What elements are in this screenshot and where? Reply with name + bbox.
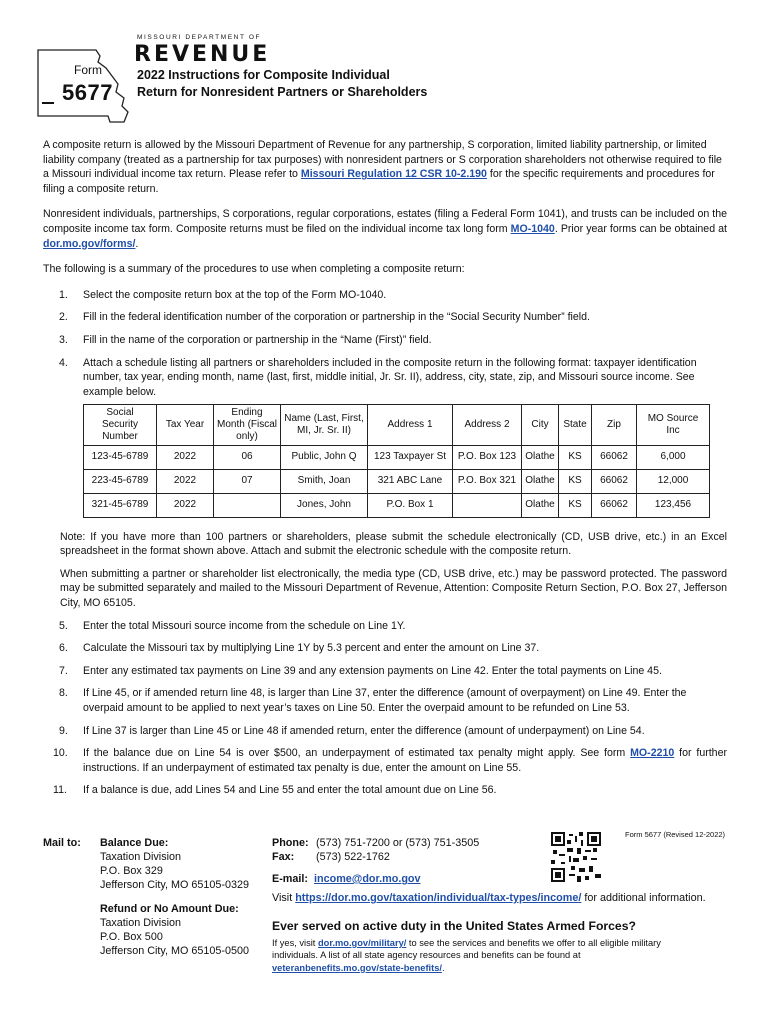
address-line: P.O. Box 329 [100, 865, 163, 878]
table-cell: 321 ABC Lane [368, 469, 453, 493]
table-cell: 66062 [592, 445, 637, 469]
table-row [84, 445, 710, 469]
military-heading: Ever served on active duty in the United States Armed Forces? [272, 919, 636, 933]
footer-contact [43, 830, 733, 1010]
table-cell: 2022 [157, 469, 214, 493]
qr-code-icon[interactable] [551, 832, 601, 882]
form-label: Form [74, 63, 102, 77]
dor-logo-small: MISSOURI DEPARTMENT OF [137, 34, 262, 41]
phone-label: Phone: [272, 837, 309, 849]
military-text: If yes, visit dor.mo.gov/military/ to see the services and benefits we offer to all eligible military individuals. A list of all state agency resources and benefits can be found at veteranbenefits.mo.gov/state-benefits/. [272, 937, 661, 973]
table-cell: P.O. Box 123 [453, 445, 522, 469]
table-cell: Olathe [522, 493, 559, 517]
balance-due-address [100, 836, 270, 958]
table-cell: 66062 [592, 469, 637, 493]
forms-link[interactable]: dor.mo.gov/forms/ [43, 237, 136, 250]
table-cell: KS [559, 493, 592, 517]
table-cell: KS [559, 469, 592, 493]
steps-list-a [43, 288, 727, 400]
list-item: 5. Enter the total Missouri source income from the schedule on Line 1Y. [59, 619, 406, 632]
col-header: State [559, 404, 592, 445]
list-item: 8. If Line 45, or if amended return line 48, is larger than Line 37, enter the difference (amount of overpayment) on Line 49. Enter the overpaid amount to be applied to next year’s taxes on Line 50. Enter the overpaid amount to be refunded on Line 53. [59, 687, 687, 715]
fax-value: (573) 522-1762 [316, 851, 390, 863]
email-row [272, 872, 421, 886]
table-cell: Smith, Joan [281, 469, 368, 493]
dor-logo: REVENUE [134, 42, 271, 67]
fax-row [272, 850, 390, 864]
military-notice [272, 918, 712, 974]
col-header: City [522, 404, 559, 445]
table-cell: 223-45-6789 [84, 469, 157, 493]
phone-row [272, 836, 479, 850]
note-paragraph: Note: If you have more than 100 partners or shareholders, please submit the schedule electronically (CD, USB drive, etc.) in an Excel spreadsheet in the format shown above. Attach and submit the electronic schedule with the composite return. [60, 530, 727, 558]
address-line: P.O. Box 500 [100, 931, 163, 944]
table-cell: 321-45-6789 [84, 493, 157, 517]
income-tax-link[interactable]: https://dor.mo.gov/taxation/individual/tax-types/income/ [295, 892, 582, 904]
steps-list-b [43, 619, 727, 798]
col-header: Name (Last, First, MI, Jr. Sr. II) [281, 404, 368, 445]
table-cell: P.O. Box 321 [453, 469, 522, 493]
password-paragraph: When submitting a partner or shareholder list electronically, the media type (CD, USB drive, etc.) may be password protected. The password may be submitted separately and mailed to the Missouri Department of Revenue, Attention: Composite Return Section, P.O. Box 27, Jefferson City, MO 65105. [60, 567, 727, 609]
list-item: 10. If the balance due on Line 54 is over $500, an underpayment of estimated tax penalty might apply. See form MO-2210 for further instructions. If an underpayment of estimated tax penalty is due, enter the amount on Line 55. [53, 747, 727, 774]
col-header: Social Security Number [84, 404, 157, 445]
form-header [0, 0, 770, 130]
regulation-link[interactable]: Missouri Regulation 12 CSR 10-2.190 [300, 168, 487, 181]
form-number-dash [42, 102, 54, 104]
table-cell: Public, John Q [281, 445, 368, 469]
title-line-1: 2022 Instructions for Composite Individual [137, 68, 390, 82]
table-cell: 2022 [157, 493, 214, 517]
fax-label: Fax: [272, 851, 295, 863]
table-cell [453, 493, 522, 517]
intro-paragraph-2: Nonresident individuals, partnerships, S corporations, regular corporations, estates (filing a Federal Form 1041), and trusts can be included on the composite income tax form. Composite returns must be filed on the individual income tax long form MO-1040. Prior year forms can be obtained at dor.mo.gov/forms/. [43, 208, 727, 250]
list-item: 4. Attach a schedule listing all partners or shareholders included in the composite return in the following format: taxpayer identification number, tax year, ending month, name (last, first, middle initial, Jr. Sr. II), address, city, state, zip, and Missouri source income. See example below. [59, 356, 697, 398]
intro-paragraph-3: The following is a summary of the procedures to use when completing a composite return: [43, 263, 465, 276]
table-cell: Olathe [522, 445, 559, 469]
mo-2210-link[interactable]: MO-2210 [630, 747, 675, 760]
intro-paragraph-1: A composite return is allowed by the Missouri Department of Revenue for any partnership, S corporation, limited liability partnership, or limited liability company (treated as a partnership for tax purposes) with nonresident partners or S corporation shareholders not otherwise required to file a Missouri individual income tax return. Please refer to Missouri Regulation 12 CSR 10-2.190 for the specific requirements and procedures for filing a composite return. [43, 139, 722, 195]
table-cell: Olathe [522, 469, 559, 493]
table-cell: KS [559, 445, 592, 469]
list-item: 1. Select the composite return box at the top of the Form MO-1040. [59, 288, 387, 301]
table-cell [214, 493, 281, 517]
address-line: Taxation Division [100, 917, 182, 930]
table-cell: 66062 [592, 493, 637, 517]
table-header-row [84, 404, 710, 445]
col-header: Address 1 [368, 404, 453, 445]
table-cell: P.O. Box 1 [368, 493, 453, 517]
table-cell: 123,456 [637, 493, 710, 517]
address-line: Jefferson City, MO 65105-0500 [100, 945, 250, 958]
col-header: MO Source Inc [637, 404, 710, 445]
example-schedule-table [83, 404, 710, 518]
title-line-2: Return for Nonresident Partners or Shareholders [137, 84, 428, 99]
table-cell: 123-45-6789 [84, 445, 157, 469]
list-item: 9. If Line 37 is larger than Line 45 or Line 48 if amended return, enter the difference (amount of underpayment) on Line 54. [59, 724, 645, 737]
veteran-benefits-link[interactable]: veteranbenefits.mo.gov/state-benefits/ [272, 962, 442, 973]
mo-1040-link[interactable]: MO-1040 [510, 223, 555, 236]
email-label: E-mail: [272, 873, 308, 885]
table-row [84, 493, 710, 517]
military-link[interactable]: dor.mo.gov/military/ [317, 937, 407, 948]
list-item: 7. Enter any estimated tax payments on Line 39 and any extension payments on Line 42. Enter the total payments on Line 45. [59, 664, 662, 677]
list-item: 2. Fill in the federal identification number of the corporation or partnership in the “Social Security Number” field. [59, 311, 590, 324]
instructions-body [43, 138, 727, 806]
email-link[interactable]: income@dor.mo.gov [314, 873, 421, 885]
address-line: Jefferson City, MO 65105-0329 [100, 879, 250, 892]
list-item: 3. Fill in the name of the corporation or partnership in the “Name (First)” field. [59, 334, 432, 347]
list-item: 11. If a balance is due, add Lines 54 and Line 55 and enter the total amount due on Line 56. [53, 784, 497, 797]
col-header: Zip [592, 404, 637, 445]
col-header: Tax Year [157, 404, 214, 445]
table-cell: Jones, John [281, 493, 368, 517]
visit-row: Visit https://dor.mo.gov/taxation/individual/tax-types/income/ for additional information. [272, 892, 706, 904]
mail-to-label: Mail to: [43, 837, 81, 849]
table-row [84, 469, 710, 493]
form-revision: Form 5677 (Revised 12-2022) [625, 830, 726, 839]
col-header: Ending Month (Fiscal only) [214, 404, 281, 445]
table-cell: 07 [214, 469, 281, 493]
table-cell: 6,000 [637, 445, 710, 469]
page-title [137, 67, 427, 101]
table-cell: 12,000 [637, 469, 710, 493]
table-cell: 123 Taxpayer St [368, 445, 453, 469]
balance-due-heading: Balance Due: [100, 837, 169, 849]
form-number: 5677 [62, 80, 113, 105]
address-line: Taxation Division [100, 851, 182, 864]
col-header: Address 2 [453, 404, 522, 445]
list-item: 6. Calculate the Missouri tax by multiplying Line 1Y by 5.3 percent and enter the amount on Line 37. [59, 642, 540, 655]
table-cell: 06 [214, 445, 281, 469]
phone-value: (573) 751-7200 or (573) 751-3505 [316, 837, 480, 849]
refund-heading: Refund or No Amount Due: [100, 903, 239, 916]
table-cell: 2022 [157, 445, 214, 469]
